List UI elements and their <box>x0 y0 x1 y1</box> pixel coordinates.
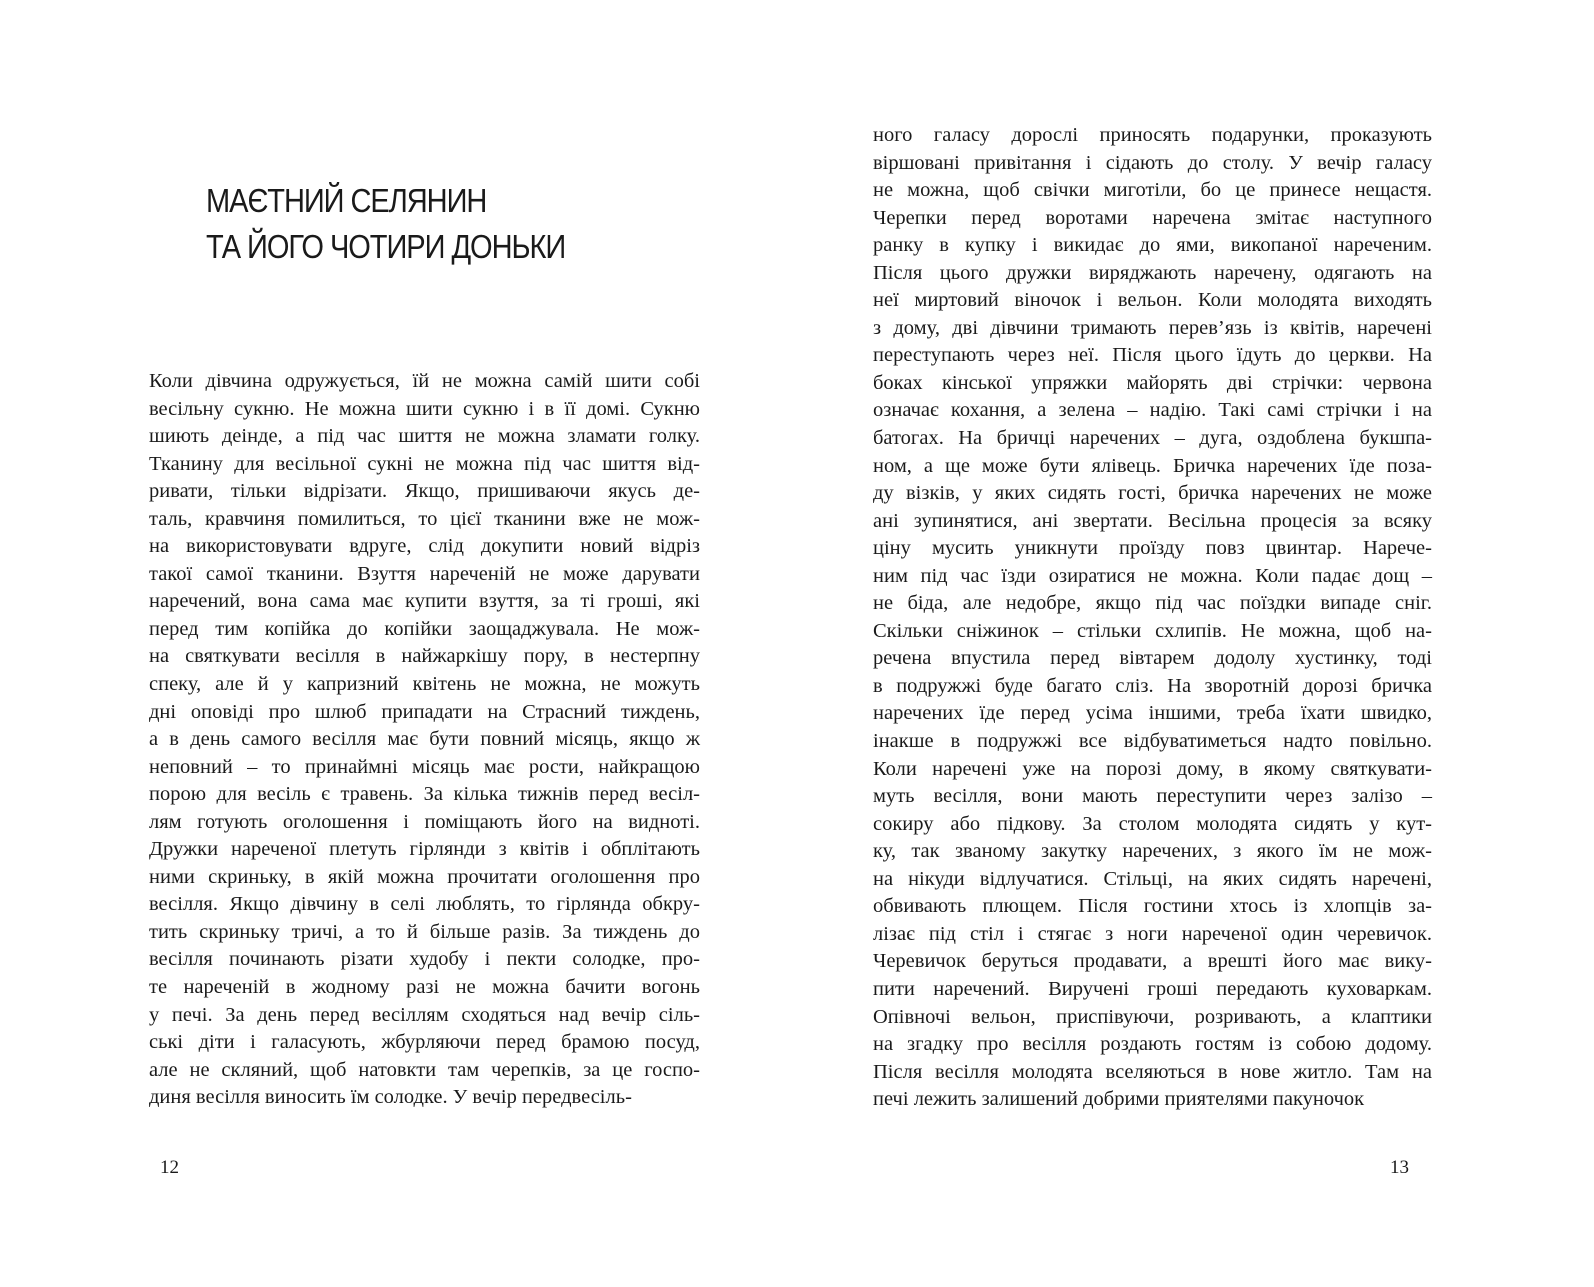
text-line: наречених їде перед усіма іншими, треба їхати швидко, <box>873 702 1432 725</box>
chapter-title-line-2: ТА ЙОГО ЧОТИРИ ДОНЬКИ <box>206 228 566 265</box>
text-line: ку, так званому закутку наречених, з якого їм не мож- <box>873 840 1432 863</box>
text-line: ном, а ще може бути ялівець. Бричка наречених їде поза- <box>873 454 1432 477</box>
text-line: батогах. На бричці наречених – дуга, оздоблена букшпа- <box>873 427 1432 450</box>
text-line: весілля починають різати худобу і пекти солодке, про- <box>149 948 700 971</box>
text-line: на згадку про весілля роздають гостям із собою додому. <box>873 1033 1432 1056</box>
text-line: порою для весіль є травень. За кілька тижнів перед весіл- <box>149 783 700 806</box>
text-line: але не скляний, щоб натовкти там черепків, за це госпо- <box>149 1058 700 1081</box>
text-line: неповний – то принаймні місяць має рости, найкращою <box>149 755 700 778</box>
text-line: а в день самого весілля має бути повний місяць, якщо ж <box>149 728 700 751</box>
text-line: Тканину для весільної сукні не можна під час шиття від- <box>149 452 700 475</box>
text-line: Черепки перед воротами наречена змітає наступного <box>873 206 1432 229</box>
text-line: дні оповіді про шлюб припадати на Страсний тиждень, <box>149 700 700 723</box>
text-line: весілля. Якщо дівчину в селі люблять, то гірлянда обкру- <box>149 893 700 916</box>
right-body-text <box>873 122 1432 1114</box>
text-line: Скільки сніжинок – стільки схлипів. Не можна, щоб на- <box>873 619 1432 642</box>
text-line: ними скриньку, в якій можна прочитати оголошення про <box>149 865 700 888</box>
page-number-left: 12 <box>160 1157 179 1178</box>
text-line: з дому, дві дівчини тримають перев’язь із квітів, наречені <box>873 316 1432 339</box>
text-line: Після весілля молодята вселяються в нове житло. Там на <box>873 1060 1432 1083</box>
text-line: означає кохання, а зелена – надію. Такі самі стрічки і на <box>873 399 1432 422</box>
text-line: спеку, але й у капризний квітень не можна, не можуть <box>149 673 700 696</box>
text-line: таль, кравчиня помилиться, то цієї тканини вже не мож- <box>149 507 700 530</box>
text-line: в подружжі буде багато сліз. На зворотній дорозі бричка <box>873 674 1432 697</box>
text-line: Коли наречені уже на порозі дому, в якому святкувати- <box>873 757 1432 780</box>
text-line: Черевичок беруться продавати, а врешті його має вику- <box>873 950 1432 973</box>
text-line: сокиру або підкову. За столом молодята сидять у кут- <box>873 812 1432 835</box>
text-line: наречений, вона сама має купити взуття, за ті гроші, які <box>149 590 700 613</box>
text-line: диня весілля виносить їм солодке. У вечір передвесіль- <box>149 1086 632 1109</box>
text-line: ного галасу дорослі приносять подарунки, проказують <box>873 124 1432 146</box>
text-line: ські діти і галасують, жбурляючи перед брамою посуд, <box>149 1031 700 1054</box>
text-line: боках кінської упряжки майорять дві стрічки: червона <box>873 371 1432 394</box>
chapter-title-line-1: МАЄТНИЙ СЕЛЯНИН <box>206 182 487 219</box>
text-line: інакше в подружжі все відбуватиметься надто повільно. <box>873 730 1432 753</box>
chapter-title <box>206 178 565 270</box>
text-line: не біда, але недобре, якщо під час поїздки випаде сніг. <box>873 592 1432 615</box>
text-line: неї миртовий віночок і вельон. Коли молодята виходять <box>873 289 1432 312</box>
text-line: ним під час їзди озиратися не можна. Коли падає дощ – <box>873 564 1432 587</box>
text-line: на святкувати весілля в найжаркішу пору, в нестерпну <box>149 645 700 668</box>
text-line: лям готують оголошення і поміщають його на видноті. <box>149 810 700 833</box>
text-line: обвивають плющем. Після гостини хтось із хлопців за- <box>873 895 1432 918</box>
text-line: ривати, тільки відрізати. Якщо, пришиваючи якусь де- <box>149 480 700 503</box>
text-line: переступають через неї. Після цього їдуть до церкви. На <box>873 344 1432 367</box>
text-line: шиють деінде, а під час шиття не можна зламати голку. <box>149 425 700 448</box>
text-line: Опівночі вельон, приспівуючи, розривають, а клаптики <box>873 1005 1432 1028</box>
text-line: у печі. За день перед весіллям сходяться над вечір сіль- <box>149 1003 700 1026</box>
text-line: на нікуди відлучатися. Стільці, на яких сидять наречені, <box>873 867 1432 890</box>
text-line: весільну сукню. Не можна шити сукню і в її домі. Сукню <box>149 397 700 420</box>
text-line: муть весілля, вони мають переступити через залізо – <box>873 785 1432 808</box>
text-line: ранку в купку і викидає до ями, викопаної нареченим. <box>873 234 1432 257</box>
text-line: ані зупинятися, ані звертати. Весільна процесія за всяку <box>873 509 1432 532</box>
text-line: печі лежить залишений добрими приятелями пакуночок <box>873 1088 1365 1111</box>
text-line: Коли дівчина одружується, їй не можна самій шити собі <box>149 370 700 392</box>
text-line: такої самої тканини. Взуття нареченій не може дарувати <box>149 562 700 585</box>
text-line: на використовувати вдруге, слід докупити новий відріз <box>149 535 700 558</box>
text-line: Дружки нареченої плетуть гірлянди з квітів і обплітають <box>149 838 700 861</box>
text-line: пити наречений. Виручені гроші передають куховаркам. <box>873 977 1432 1000</box>
text-line: лізає під стіл і стягає з ноги нареченої один черевичок. <box>873 922 1432 945</box>
page-number-right: 13 <box>1390 1157 1409 1178</box>
text-line: речена впустила перед вівтарем додолу хустинку, тоді <box>873 647 1432 670</box>
text-line: ду візків, у яких сидять гості, бричка наречених не може <box>873 482 1432 505</box>
text-line: те нареченій в жодному разі не можна бачити вогонь <box>149 976 700 999</box>
left-body-text <box>149 368 700 1112</box>
text-line: не можна, щоб свічки миготіли, бо це принесе нещастя. <box>873 179 1432 202</box>
text-line: Після цього дружки виряджають наречену, одягають на <box>873 261 1432 284</box>
right-page <box>797 0 1594 1287</box>
text-line: віршовані привітання і сідають до столу. У вечір галасу <box>873 151 1432 174</box>
text-line: перед тим копійка до копійки заощаджувала. Не мож- <box>149 617 700 640</box>
text-line: тить скриньку тричі, а то й більше разів. За тиждень до <box>149 920 700 943</box>
text-line: ціну мусить уникнути проїзду повз цвинтар. Нарече- <box>873 537 1432 560</box>
